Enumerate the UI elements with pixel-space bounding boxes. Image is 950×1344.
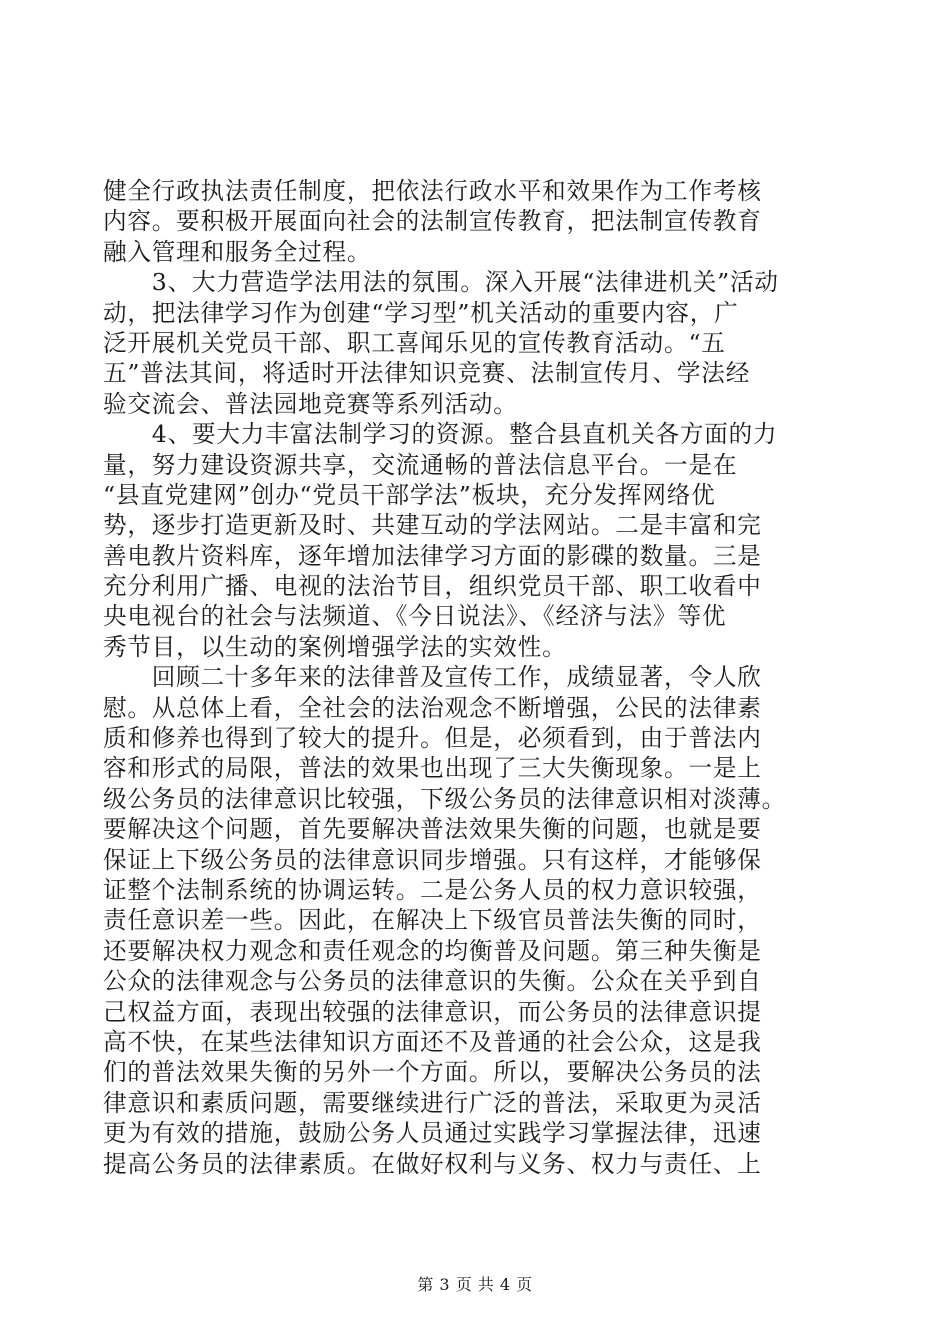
page-number-footer: 第 3 页 共 4 页 [417, 1275, 533, 1294]
text-line-28: 己权益方面，表现出较强的法律意识，而公务员的法律意识提 [103, 997, 762, 1026]
text-line-25: 责任意识差一些。因此，在解决上下级官员普法失衡的同时， [103, 906, 762, 935]
text-line-11: “县直党建网”创办“党员干部学法”板块，充分发挥网络优 [103, 480, 716, 509]
text-line-21: 级公务员的法律意识比较强，下级公务员的法律意识相对淡薄。 [103, 784, 787, 813]
text-line-13: 善电教片资料库，逐年增加法律学习方面的影碟的数量。三是 [103, 541, 762, 570]
text-line-30: 们的普法效果失衡的另外一个方面。所以，要解决公务员的法 [103, 1058, 762, 1087]
text-line-33: 提高公务员的法律素质。在做好权利与义务、权力与责任、上 [103, 1149, 762, 1178]
text-line-9: 4、要大力丰富法制学习的资源。整合县直机关各方面的力 [103, 420, 778, 449]
text-line-8: 验交流会、普法园地竞赛等系列活动。 [103, 389, 518, 418]
text-line-1: 健全行政执法责任制度，把依法行政水平和效果作为工作考核 [103, 177, 762, 205]
text-line-31: 律意识和素质问题，需要继续进行广泛的普法，采取更为灵活 [103, 1088, 762, 1117]
text-line-3: 融入管理和服务全过程。 [103, 237, 372, 266]
text-line-32: 更为有效的措施，鼓励公务人员通过实践学习掌握法律，迅速 [103, 1119, 762, 1148]
text-line-17: 回顾二十多年来的法律普及宣传工作，成绩显著，令人欣 [103, 663, 762, 692]
text-line-10: 量，努力建设资源共享，交流通畅的普法信息平台。一是在 [103, 450, 738, 479]
document-body [103, 176, 835, 1179]
text-line-14: 充分利用广播、电视的法治节目，组织党员干部、职工收看中 [103, 572, 762, 601]
text-line-2: 内容。要积极开展面向社会的法制宣传教育，把法制宣传教育 [103, 207, 762, 236]
text-line-7: 五”普法其间，将适时开法律知识竞赛、法制宣传月、学法经 [103, 359, 751, 388]
text-line-18: 慰。从总体上看，全社会的法治观念不断增强，公民的法律素 [103, 693, 762, 722]
text-line-29: 高不快，在某些法律知识方面还不及普通的社会公众，这是我 [103, 1027, 762, 1056]
text-line-23: 保证上下级公务员的法律意识同步增强。只有这样，才能够保 [103, 845, 762, 874]
text-line-27: 公众的法律观念与公务员的法律意识的失衡。公众在关乎到自 [103, 967, 762, 996]
text-line-26: 还要解决权力观念和责任观念的均衡普及问题。第三种失衡是 [103, 936, 762, 965]
text-line-20: 容和形式的局限，普法的效果也出现了三大失衡现象。一是上 [103, 754, 762, 783]
text-line-4: 3、大力营造学法用法的氛围。深入开展“法律进机关”活动 [103, 268, 779, 297]
text-line-24: 证整个法制系统的协调运转。二是公务人员的权力意识较强， [103, 875, 762, 904]
text-line-16: 秀节目，以生动的案例增强学法的实效性。 [103, 632, 567, 661]
text-line-15: 央电视台的社会与法频道、《今日说法》、《经济与法》等优 [103, 602, 727, 631]
text-line-22: 要解决这个问题，首先要解决普法效果失衡的问题，也就是要 [103, 815, 762, 844]
text-line-6: 泛开展机关党员干部、职工喜闻乐见的宣传教育活动。“五 [103, 328, 726, 357]
text-line-12: 势，逐步打造更新及时、共建互动的学法网站。二是丰富和完 [103, 511, 762, 540]
text-line-5: 动，把法律学习作为创建“学习型”机关活动的重要内容，广 [103, 298, 739, 327]
text-line-19: 质和修养也得到了较大的提升。但是，必须看到，由于普法内 [103, 724, 762, 753]
